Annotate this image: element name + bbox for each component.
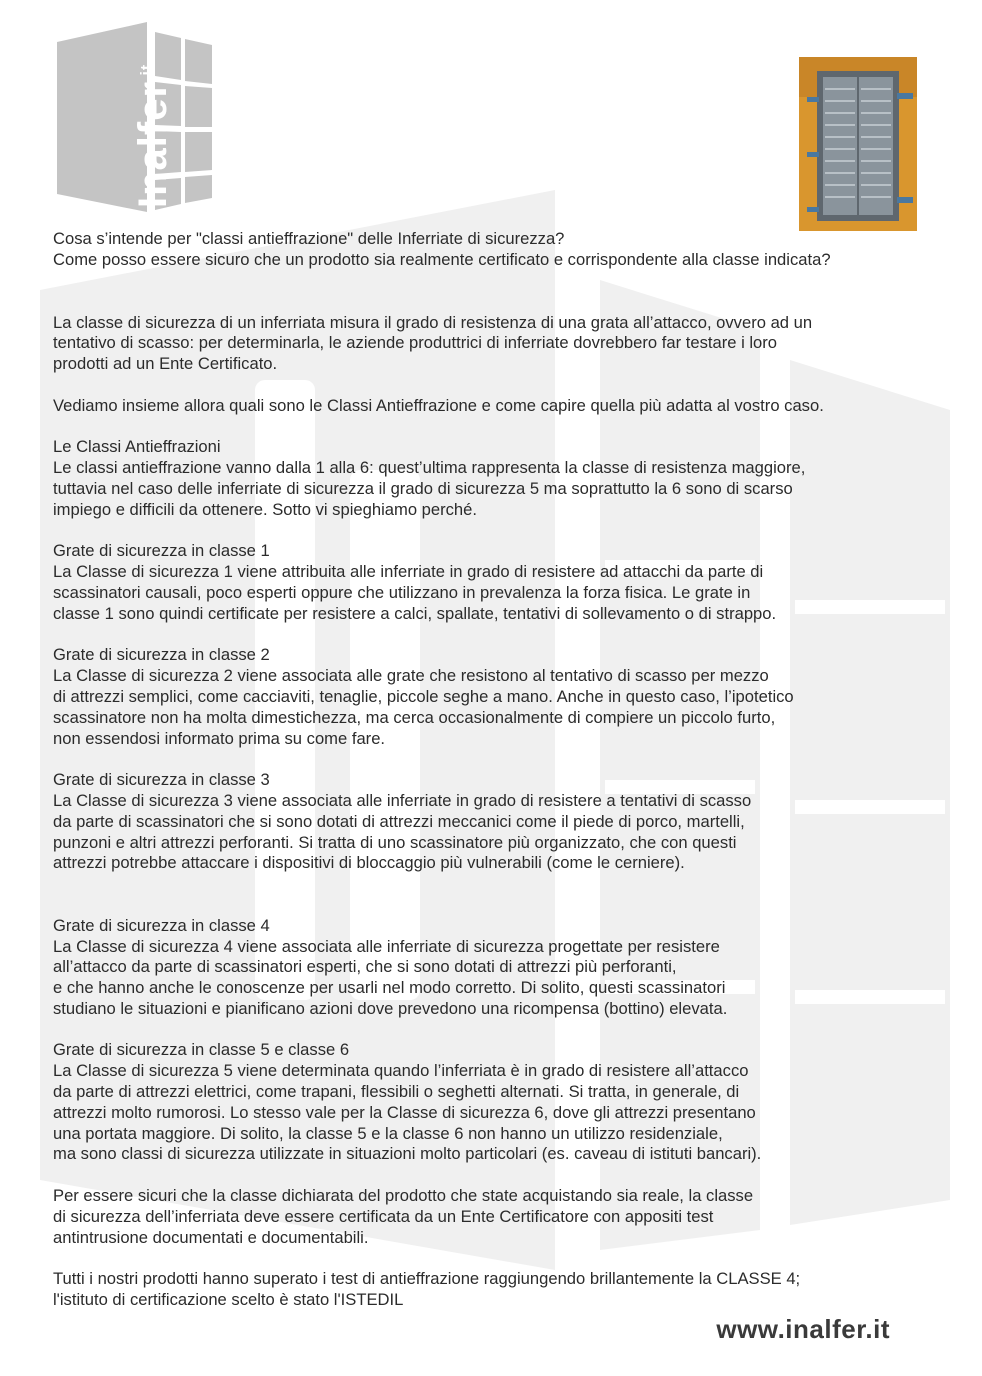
- section-classi: Le Classi Antieffrazioni Le classi antieffrazione vanno dalla 1 alla 6: quest’ultima rappresenta la classe di resistenza maggiore, tuttavia nel caso delle inferriate di sicurezza il grado di sicurezza 5 ma soprattutto la 6 sono di scarso impiego e difficili da ottenere. Sotto vi spieghiamo perché.: [53, 437, 806, 519]
- section-classe-1: Grate di sicurezza in classe 1 La Classe di sicurezza 1 viene attribuita alle inferriate in grado di resistere ad attacchi da parte di scassinatori causali, poco esperti oppure che utilizzano in prevalenza la forza fisica. Le grate in classe 1 sono quindi certificate per resistere a calci, spallate, tentativi di sollevamento o di strappo.: [53, 541, 777, 623]
- closing-paragraph: Per essere sicuri che la classe dichiarata del prodotto che state acquistando sia reale, la classe di sicurezza dell’inferriata deve essere certificata da un Ente Certificatore con appositi test antintrusione documentati e documentabili.: [53, 1186, 754, 1247]
- brand-logo-text: Inalfer$^{.it}$: [131, 63, 175, 208]
- closing-certification: Tutti i nostri prodotti hanno superato i test di antieffrazione raggiungendo brillantemente la CLASSE 4; l'istituto di certificazione scelto è stato l'ISTEDIL: [53, 1269, 801, 1310]
- section-title: Grate di sicurezza in classe 3: [53, 770, 270, 790]
- intro-questions: [53, 229, 943, 271]
- section-classe-4: Grate di sicurezza in classe 4 La Classe di sicurezza 4 viene associata alle inferriate di sicurezza progettate per resistere all’attacco da parte di scassinatori esperti, che si sono dotati di attrezzi più perforanti, e che hanno anche le conoscenze per usarli nel modo corretto. Di solito, questi scassinatori studiano le situazioni e pianificano azioni dove prevedono una ricompensa (bottino) elevata.: [53, 915, 728, 1018]
- section-title: Grate di sicurezza in classe 5 e classe 6: [53, 1040, 350, 1060]
- section-title: Grate di sicurezza in classe 4: [53, 915, 270, 935]
- brand-logo: [55, 22, 215, 212]
- section-classe-3: Grate di sicurezza in classe 3 La Classe di sicurezza 3 viene associata alle inferriate in grado di resistere a tentativi di scasso da parte di scassinatori che si sono dotati di attrezzi meccanici come il piede di porco, martelli, punzoni e altri attrezzi perforanti. Si tratta di uno scassinatore più organizzato, che con questi attrezzi potrebbe attaccare i dispositivi di bloccaggio più vulnerabili (come le cerniere).: [53, 770, 752, 873]
- section-title: Le Classi Antieffrazioni: [53, 437, 221, 457]
- paragraph: Vediamo insieme allora quali sono le Classi Antieffrazione e come capire quella più adatta al vostro caso.: [53, 395, 824, 415]
- section-title: Grate di sicurezza in classe 2: [53, 645, 270, 665]
- paragraph: La classe di sicurezza di un inferriata misura il grado di resistenza di una grata all’attacco, ovvero ad un tentativo di scasso: per determinarla, le aziende produttrici di inferriate dovrebbero far testare i loro prodotti ad un Ente Certificato.: [53, 312, 813, 374]
- intro-question: Cosa s’intende per "classi antieffrazione" delle Inferriate di sicurezza?: [53, 229, 565, 248]
- section-classe-2: Grate di sicurezza in classe 2 La Classe di sicurezza 2 viene associata alle grate che resistono al tentativo di scasso per mezzo di attrezzi semplici, come cacciaviti, tenaglie, piccole seghe a mano. Anche in questo caso, l’ipotetico scassinatore non ha molta dimestichezza, ma cerca occasionalmente di compiere un piccolo furto, non essendosi informato prima su come fare.: [53, 645, 794, 748]
- section-title: Grate di sicurezza in classe 1: [53, 541, 270, 561]
- product-photo: [799, 57, 917, 231]
- article: [53, 229, 943, 1311]
- section-classe-5-6: Grate di sicurezza in classe 5 e classe 6 La Classe di sicurezza 5 viene determinata quando l’inferriata è in grado di resistere all’attacco da parte di attrezzi elettrici, come trapani, flessibili o seghetti alternati. Si tratta, in generale, di attrezzi molto rumorosi. Lo stesso vale per la Classe di sicurezza 6, dove gli attrezzi presentano una portata maggiore. Di solito, la classe 5 e la classe 6 non hanno un utilizzo residenziale, ma sono classi di sicurezza utilizzate in situazioni molto particolari (es. caveau di istituti bancari).: [53, 1040, 762, 1164]
- website-link[interactable]: www.inalfer.it: [716, 1314, 890, 1344]
- intro-question: Come posso essere sicuro che un prodotto sia realmente certificato e corrispondente alla classe indicata?: [53, 249, 831, 269]
